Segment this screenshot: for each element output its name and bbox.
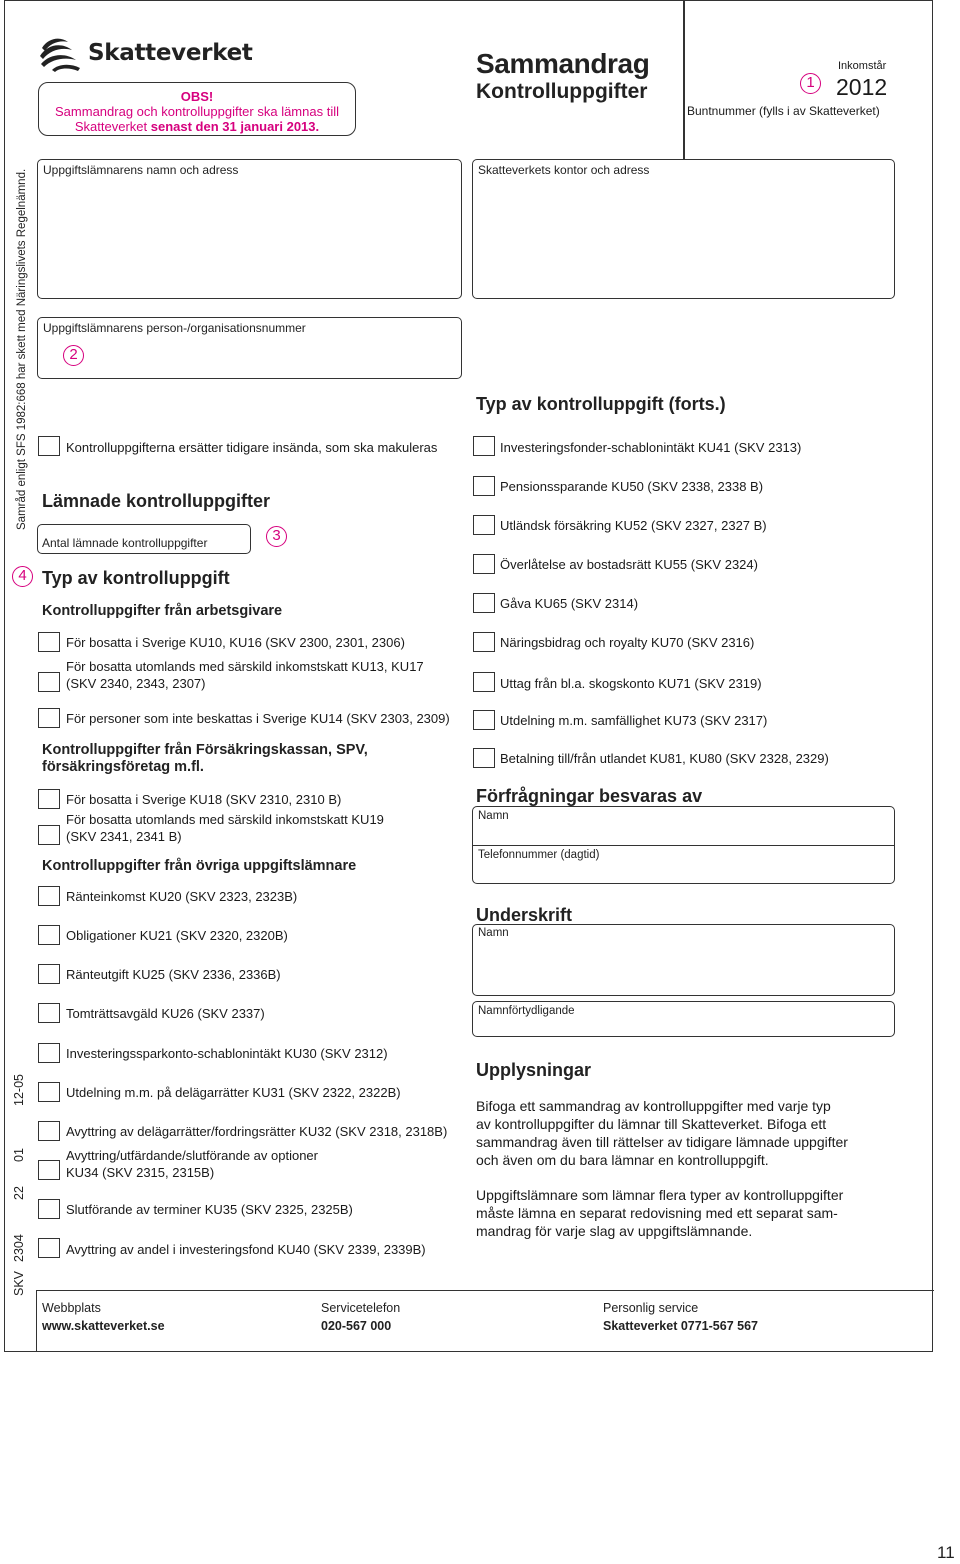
- ersatter-checkbox[interactable]: [38, 436, 60, 456]
- checkbox-ku30[interactable]: [38, 1043, 60, 1063]
- service-phone: 020-567 000: [321, 1319, 392, 1333]
- form-code-date: 12-05: [12, 1074, 26, 1106]
- checkbox-ku50[interactable]: [473, 476, 495, 496]
- kontor-field[interactable]: [472, 159, 895, 299]
- underskrift-heading: Underskrift: [476, 905, 573, 925]
- checkbox-ku65[interactable]: [473, 593, 495, 613]
- checkbox-ku71[interactable]: [473, 672, 495, 692]
- upplysningar-paragraph-2: [476, 1186, 896, 1240]
- typ-heading: Typ av kontrolluppgift: [42, 568, 230, 588]
- form-code-part: 01: [12, 1148, 26, 1162]
- upplysningar-p1-line: sammandrag även till rättelser av tidigare lämnade uppgifter: [476, 1134, 848, 1150]
- item-ku26: Tomträttsavgäld KU26 (SKV 2337): [66, 1006, 265, 1021]
- arbetsgivare-heading: Kontrolluppgifter från arbetsgivare: [42, 603, 283, 619]
- logo-text: Skatteverket: [88, 40, 253, 66]
- upplysningar-p1-line: och även om du bara lämnar en kontrolluppgift.: [476, 1152, 769, 1168]
- item-ku13-cont: (SKV 2340, 2343, 2307): [66, 676, 206, 691]
- obs-title: OBS!: [180, 89, 214, 104]
- webb-link[interactable]: www.skatteverket.se: [42, 1319, 165, 1333]
- item-ku34: Avyttring/utfärdande/slutförande av optioner: [66, 1148, 318, 1163]
- skatteverket-logo-icon: [38, 34, 82, 72]
- item-ku73: Utdelning m.m. samfällighet KU73 (SKV 2317): [500, 713, 768, 728]
- item-ku35: Slutförande av terminer KU35 (SKV 2325, 2325B): [66, 1202, 353, 1217]
- upplysningar-p2-line: mandrag för varje slag av uppgiftslämnande.: [476, 1223, 753, 1239]
- checkbox-ku26[interactable]: [38, 1003, 60, 1023]
- underskrift-field[interactable]: [472, 924, 895, 996]
- checkbox-ku14[interactable]: [38, 708, 60, 728]
- checkbox-ku52[interactable]: [473, 515, 495, 535]
- form-code-skv: SKV: [12, 1270, 26, 1296]
- ovriga-heading: Kontrolluppgifter från övriga uppgiftslämnare: [42, 858, 357, 874]
- service-label: Servicetelefon: [321, 1301, 401, 1315]
- upplysningar-p1-line: Bifoga ett sammandrag av kontrolluppgifter med varje typ: [476, 1098, 831, 1114]
- checkbox-ku20[interactable]: [38, 886, 60, 906]
- upplysningar-p2-line: Uppgiftslämnare som lämnar flera typer av kontrolluppgifter: [476, 1187, 844, 1203]
- item-ku71: Uttag från bl.a. skogskonto KU71 (SKV 2319): [500, 676, 762, 691]
- item-ku13: För bosatta utomlands med särskild inkomstskatt KU13, KU17: [66, 659, 424, 674]
- page-title: Sammandrag: [476, 48, 650, 79]
- checkbox-ku55[interactable]: [473, 554, 495, 574]
- footer-divider: [36, 1290, 934, 1291]
- item-ku50: Pensionssparande KU50 (SKV 2338, 2338 B): [500, 479, 764, 494]
- skatteverket-logo: [38, 34, 253, 72]
- item-ku81: Betalning till/från utlandet KU81, KU80 (SKV 2328, 2329): [500, 751, 829, 766]
- checkbox-ku35[interactable]: [38, 1199, 60, 1219]
- fk-heading-1: Kontrolluppgifter från Försäkringskassan, SPV,: [42, 742, 368, 758]
- obs-line2a: Skatteverket: [74, 119, 148, 134]
- forts-heading: Typ av kontrolluppgift (forts.): [476, 394, 726, 414]
- item-ku52: Utländsk försäkring KU52 (SKV 2327, 2327 B): [500, 518, 767, 533]
- item-ku25: Ränteutgift KU25 (SKV 2336, 2336B): [66, 967, 281, 982]
- item-ku10: För bosatta i Sverige KU10, KU16 (SKV 2300, 2301, 2306): [66, 635, 405, 650]
- checkbox-ku19[interactable]: [38, 825, 60, 845]
- checkbox-ku31[interactable]: [38, 1082, 60, 1102]
- item-ku34-cont: KU34 (SKV 2315, 2315B): [66, 1165, 215, 1180]
- lamnade-heading: Lämnade kontrolluppgifter: [42, 491, 271, 511]
- forfragningar-heading: Förfrågningar besvaras av: [476, 786, 703, 806]
- section-marker-4: 4: [12, 566, 33, 587]
- obs-notice: [38, 82, 356, 136]
- item-ku41: Investeringsfonder-schablonintäkt KU41 (SKV 2313): [500, 440, 802, 455]
- name-address-field[interactable]: [37, 159, 462, 299]
- header-divider: [683, 0, 685, 160]
- checkbox-ku13[interactable]: [38, 672, 60, 692]
- footer-left-rule: [36, 1290, 37, 1352]
- section-marker-1: 1: [800, 73, 821, 94]
- page-number: 11: [937, 1543, 955, 1562]
- checkbox-ku34[interactable]: [38, 1160, 60, 1180]
- item-ku21: Obligationer KU21 (SKV 2320, 2320B): [66, 928, 288, 943]
- item-ku14: För personer som inte beskattas i Sverige KU14 (SKV 2303, 2309): [66, 711, 450, 726]
- namn-field[interactable]: [472, 806, 895, 844]
- item-ku18: För bosatta i Sverige KU18 (SKV 2310, 2310 B): [66, 792, 342, 807]
- name-address-label: Uppgiftslämnarens namn och adress: [43, 163, 239, 177]
- checkbox-ku10[interactable]: [38, 632, 60, 652]
- checkbox-ku81[interactable]: [473, 748, 495, 768]
- ersatter-label: Kontrolluppgifterna ersätter tidigare insända, som ska makuleras: [66, 440, 438, 455]
- obs-deadline: senast den 31 januari 2013.: [150, 119, 320, 134]
- item-ku19-cont: (SKV 2341, 2341 B): [66, 829, 182, 844]
- checkbox-ku40[interactable]: [38, 1238, 60, 1258]
- upplysningar-p2-line: måste lämna en separat redovisning med ett separat sam-: [476, 1205, 838, 1221]
- telefon-field[interactable]: [472, 845, 895, 884]
- item-ku20: Ränteinkomst KU20 (SKV 2323, 2323B): [66, 889, 298, 904]
- item-ku40: Avyttring av andel i investeringsfond KU40 (SKV 2339, 2339B): [66, 1242, 426, 1257]
- checkbox-ku70[interactable]: [473, 632, 495, 652]
- upplysningar-heading: Upplysningar: [476, 1060, 592, 1080]
- namnfortydligande-label: Namnförtydligande: [478, 1005, 575, 1017]
- item-ku30: Investeringssparkonto-schablonintäkt KU30 (SKV 2312): [66, 1046, 388, 1061]
- section-marker-3: 3: [266, 526, 287, 547]
- upplysningar-paragraph-1: [476, 1097, 896, 1169]
- page-subtitle: Kontrolluppgifter: [476, 80, 648, 103]
- checkbox-ku18[interactable]: [38, 789, 60, 809]
- item-ku19: För bosatta utomlands med särskild inkomstskatt KU19: [66, 812, 384, 827]
- personlig-label: Personlig service: [603, 1301, 699, 1315]
- upplysningar-p1-line: av kontrolluppgifter du lämnar till Skatteverket. Bifoga ett: [476, 1116, 827, 1132]
- income-year: 2012: [836, 74, 888, 100]
- item-ku32: Avyttring av delägarrätter/fordringsrätter KU32 (SKV 2318, 2318B): [66, 1124, 448, 1139]
- obs-line2: [39, 119, 355, 134]
- fk-heading-2: försäkringsföretag m.fl.: [42, 759, 204, 775]
- buntnummer-label: Buntnummer (fylls i av Skatteverket): [687, 104, 880, 118]
- namn-label: Namn: [478, 810, 509, 822]
- item-ku55: Överlåtelse av bostadsrätt KU55 (SKV 2324): [500, 557, 758, 572]
- telefon-label: Telefonnummer (dagtid): [478, 849, 600, 861]
- checkbox-ku21[interactable]: [38, 925, 60, 945]
- item-ku65: Gåva KU65 (SKV 2314): [500, 596, 639, 611]
- form-code-number: 2304: [12, 1234, 26, 1262]
- item-ku31: Utdelning m.m. på delägarrätter KU31 (SKV 2322, 2322B): [66, 1085, 401, 1100]
- orgnr-label: Uppgiftslämnarens person-/organisationsnummer: [43, 321, 306, 335]
- item-ku70: Näringsbidrag och royalty KU70 (SKV 2316): [500, 635, 755, 650]
- samrad-side-text: Samråd enligt SFS 1982:668 har skett med Näringslivets Regelnämnd.: [16, 168, 28, 530]
- obs-line1: Sammandrag och kontrolluppgifter ska lämnas till: [55, 104, 339, 119]
- checkbox-ku32[interactable]: [38, 1121, 60, 1141]
- inkomstar-label: Inkomstår: [838, 60, 887, 72]
- namn2-label: Namn: [478, 927, 509, 939]
- checkbox-ku73[interactable]: [473, 710, 495, 730]
- webb-label: Webbplats: [42, 1301, 101, 1315]
- kontor-label: Skatteverkets kontor och adress: [478, 163, 650, 177]
- checkbox-ku25[interactable]: [38, 964, 60, 984]
- section-marker-2: 2: [63, 345, 84, 366]
- antal-label: Antal lämnade kontrolluppgifter: [42, 536, 208, 550]
- checkbox-ku41[interactable]: [473, 436, 495, 456]
- form-code-edition: 22: [12, 1186, 26, 1200]
- personlig-value: Skatteverket 0771-567 567: [603, 1319, 758, 1333]
